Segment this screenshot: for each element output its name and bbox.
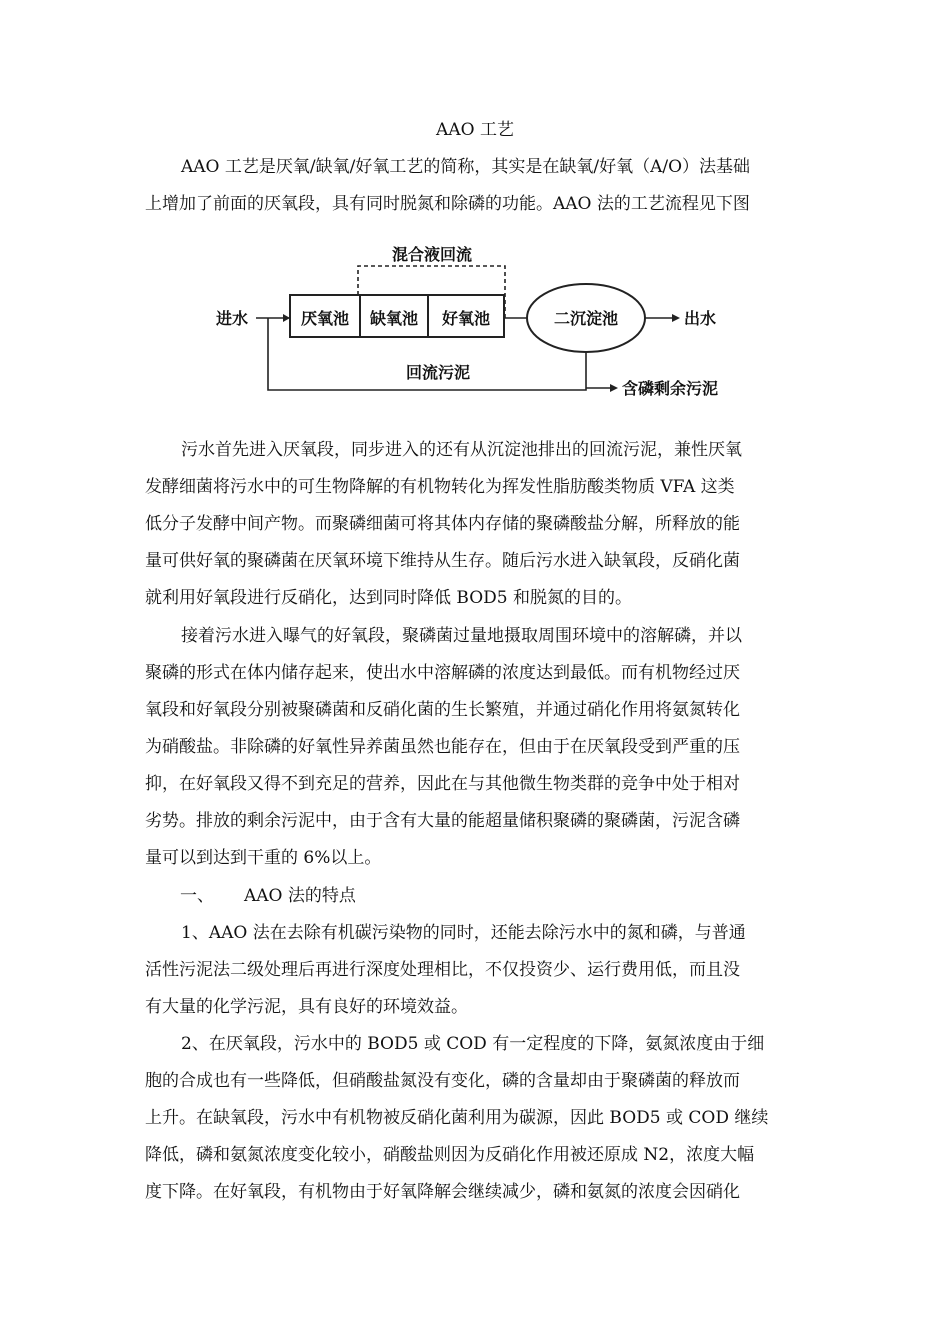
text-line: 抑，在好氧段又得不到充足的营养，因此在与其他微生物类群的竞争中处于相对 (145, 774, 740, 794)
text-line: 污水首先进入厌氧段，同步进入的还有从沉淀池排出的回流污泥，兼性厌氧 (181, 440, 742, 460)
paragraph-anaerobic (145, 432, 807, 617)
section-title: AAO 法的特点 (244, 886, 356, 906)
text-line: AAO 工艺是厌氧/缺氧/好氧工艺的简称，其实是在缺氧/好氧（A/O）法基础 (181, 157, 751, 177)
text-line: 活性污泥法二级处理后再进行深度处理相比，不仅投资少、运行费用低，而且没 (145, 960, 740, 980)
page-title: AAO 工艺 (436, 120, 514, 140)
text-line: 聚磷的形式在体内储存起来，使出水中溶解磷的浓度达到最低。而有机物经过厌 (145, 663, 740, 683)
recycle-label: 混合液回流 (391, 245, 473, 264)
feature-point-2 (145, 1026, 807, 1211)
waste-sludge-label: 含磷剩余污泥 (622, 379, 719, 398)
anoxic-tank-label: 缺氧池 (369, 309, 419, 328)
text-line: 度下降。在好氧段，有机物由于好氧降解会继续减少，磷和氨氮的浓度会因硝化 (145, 1182, 740, 1202)
text-line: 为硝酸盐。非除磷的好氧性异养菌虽然也能存在，但由于在厌氧段受到严重的压 (145, 737, 740, 757)
text-line: 上增加了前面的厌氧段，具有同时脱氮和除磷的功能。AAO 法的工艺流程见下图 (145, 194, 750, 214)
aao-process-flow-diagram (200, 238, 760, 408)
text-line: 低分子发酵中间产物。而聚磷细菌可将其体内存储的聚磷酸盐分解，所释放的能 (145, 514, 740, 534)
text-line: 发酵细菌将污水中的可生物降解的有机物转化为挥发性脂肪酸类物质 VFA 这类 (145, 477, 735, 497)
return-sludge-label: 回流污泥 (405, 363, 471, 382)
outlet-label: 出水 (684, 309, 717, 328)
section-number: 一、 (180, 886, 214, 906)
text-line: 1、AAO 法在去除有机碳污染物的同时，还能去除污水中的氮和磷，与普通 (181, 923, 746, 943)
text-line: 有大量的化学污泥，具有良好的环境效益。 (145, 997, 468, 1017)
anaerobic-tank-label: 厌氧池 (300, 309, 350, 328)
text-line: 劣势。排放的剩余污泥中，由于含有大量的能超量储积聚磷的聚磷菌，污泥含磷 (145, 811, 740, 831)
text-line: 接着污水进入曝气的好氧段，聚磷菌过量地摄取周围环境中的溶解磷，并以 (181, 626, 742, 646)
arrow-head-icon (283, 314, 290, 322)
text-line: 量可供好氧的聚磷菌在厌氧环境下维持从生存。随后污水进入缺氧段，反硝化菌 (145, 551, 740, 571)
inlet-label: 进水 (216, 309, 249, 328)
section-heading (180, 883, 356, 909)
text-line: 胞的合成也有一些降低，但硝酸盐氮没有变化，磷的含量却由于聚磷菌的释放而 (145, 1071, 740, 1091)
text-line: 上升。在缺氧段，污水中有机物被反硝化菌利用为碳源，因此 BOD5 或 COD 继续 (145, 1108, 769, 1128)
arrow-head-icon (610, 384, 618, 392)
text-line: 量可以到达到干重的 6%以上。 (145, 848, 382, 868)
intro-paragraph (145, 149, 807, 223)
text-line: 降低，磷和氨氮浓度变化较小，硝酸盐则因为反硝化作用被还原成 N2，浓度大幅 (145, 1145, 755, 1165)
arrow-head-icon (672, 314, 680, 322)
text-line: 2、在厌氧段，污水中的 BOD5 或 COD 有一定程度的下降，氨氮浓度由于细 (181, 1034, 765, 1054)
text-line: 就利用好氧段进行反硝化，达到同时降低 BOD5 和脱氮的目的。 (145, 588, 632, 608)
clarifier-label: 二沉淀池 (553, 309, 619, 328)
paragraph-aerobic (145, 618, 807, 877)
text-line: 氧段和好氧段分别被聚磷菌和反硝化菌的生长繁殖，并通过硝化作用将氨氮转化 (145, 700, 740, 720)
feature-point-1 (145, 915, 807, 1026)
aerobic-tank-label: 好氧池 (441, 309, 491, 328)
